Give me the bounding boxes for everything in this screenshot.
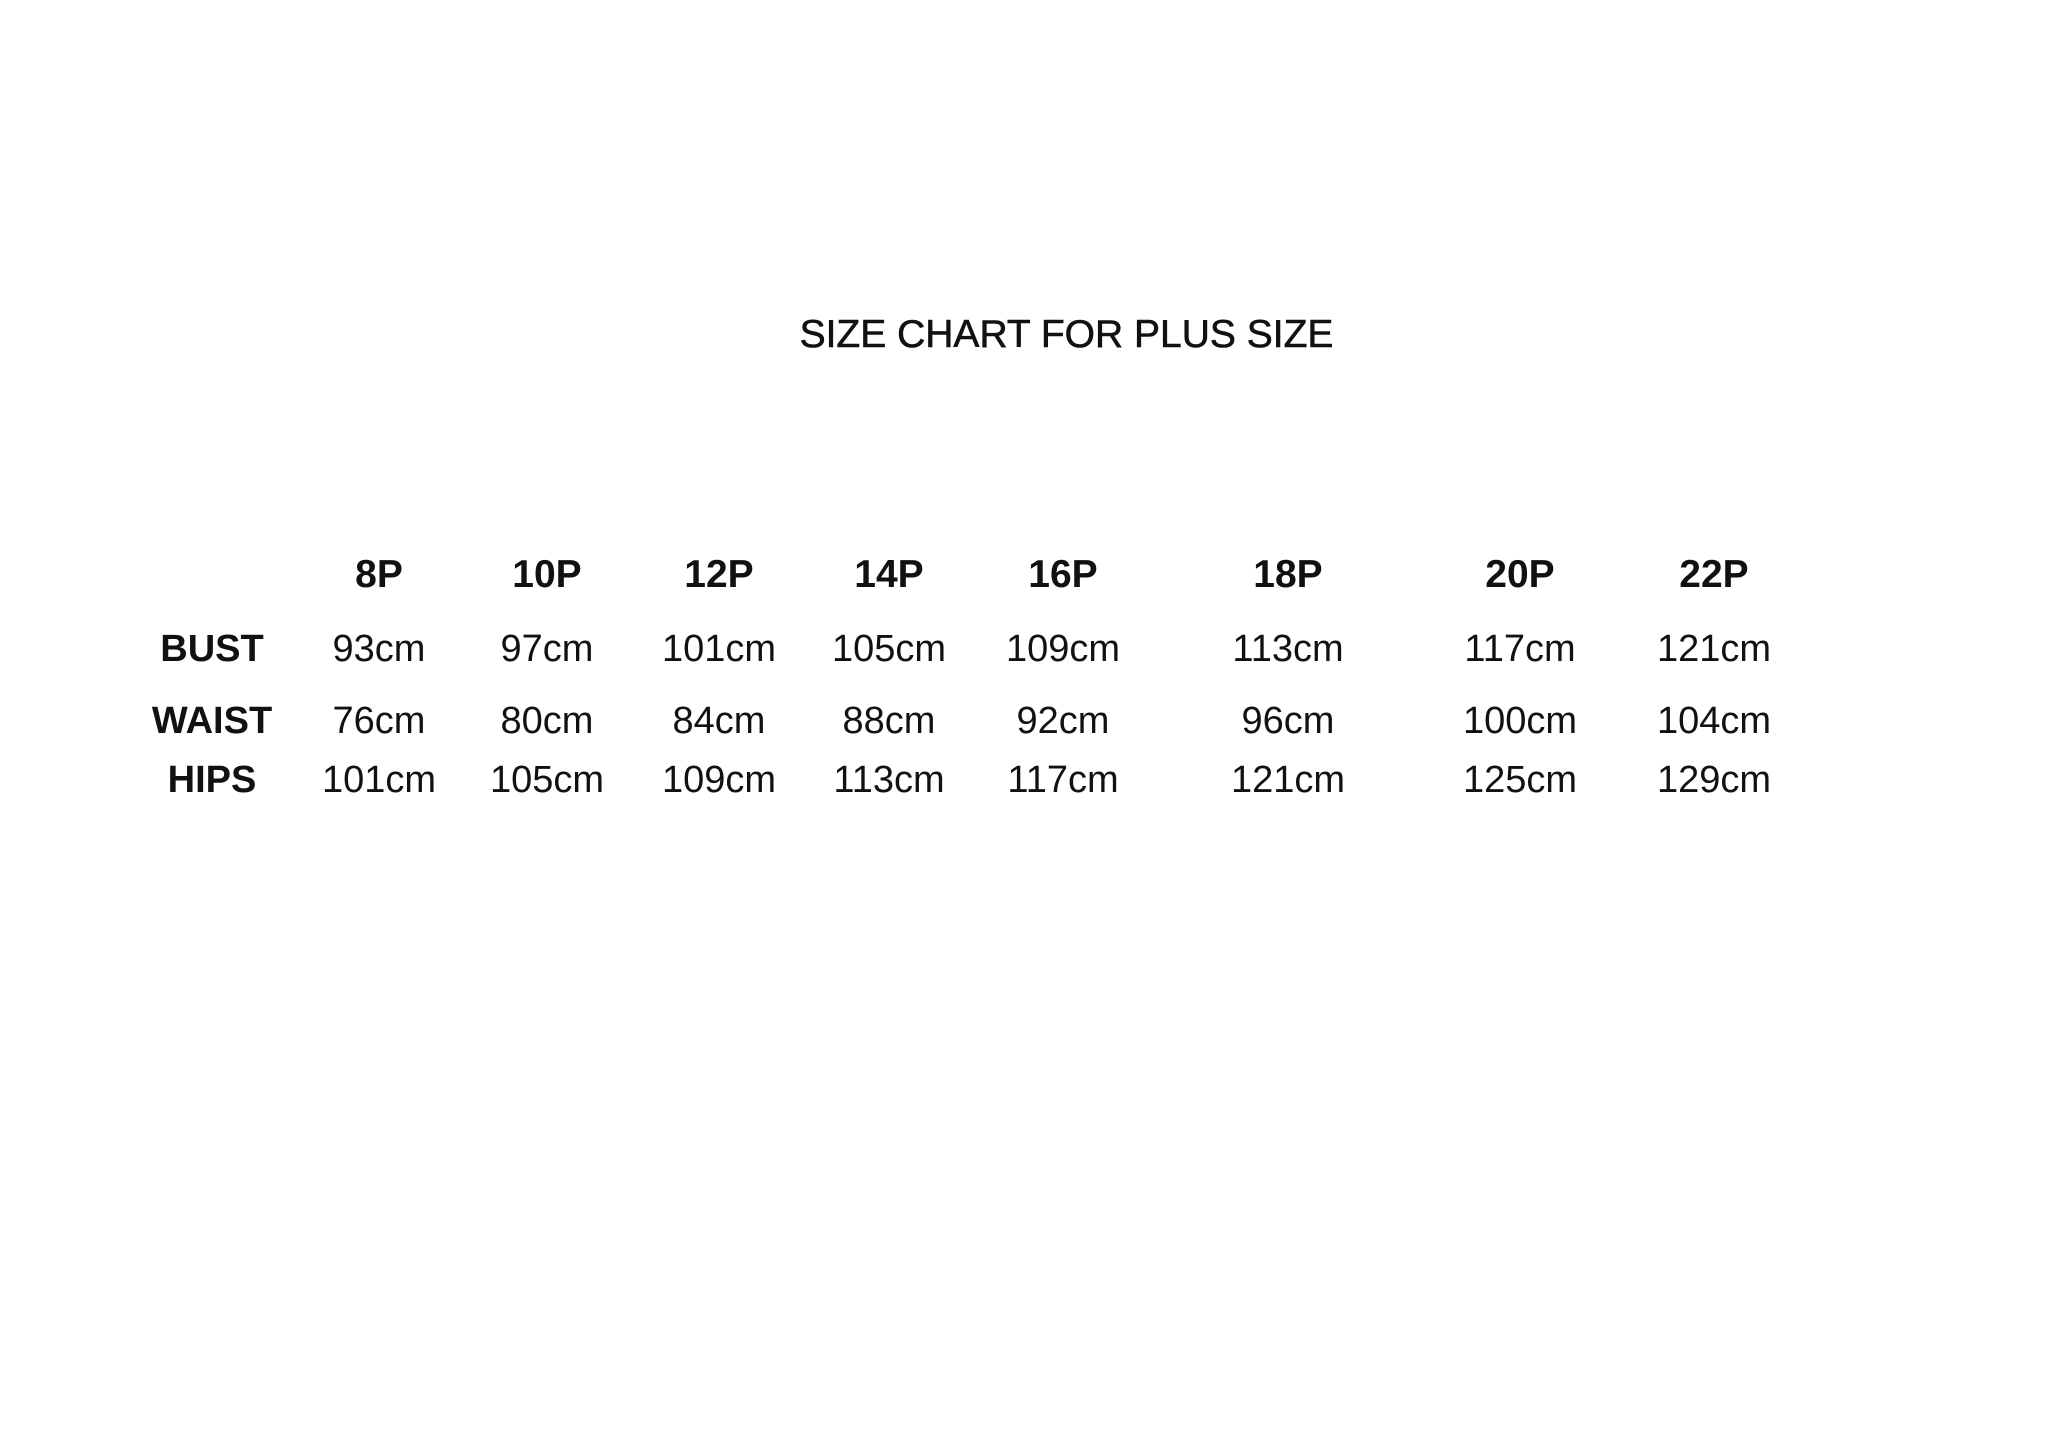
table-cell: 117cm [1007,759,1119,801]
row-label-waist: WAIST [151,700,273,742]
table-cell: 113cm [1232,628,1344,670]
row-label-bust: BUST [160,628,264,670]
table-cell: 121cm [1656,628,1772,670]
table-cell: 121cm [1230,759,1346,801]
table-cell: 117cm [1464,628,1576,670]
table-cell: 92cm [1016,700,1110,742]
table-cell: 100cm [1462,700,1578,742]
table-cell: 88cm [842,700,936,742]
table-cell: 80cm [500,700,594,742]
table-cell: 105cm [831,628,947,670]
table-cell: 104cm [1656,700,1772,742]
size-header: 16P [1028,553,1098,596]
table-cell: 109cm [1005,628,1121,670]
table-cell: 129cm [1656,759,1772,801]
table-cell: 84cm [672,700,766,742]
table-cell: 101cm [661,628,777,670]
table-cell: 97cm [500,628,594,670]
size-header: 20P [1485,553,1555,596]
row-label-hips: HIPS [167,759,257,801]
table-cell: 109cm [661,759,777,801]
size-header: 22P [1679,553,1749,596]
table-cell: 101cm [321,759,437,801]
chart-title: SIZE CHART FOR PLUS SIZE [799,313,1334,356]
table-cell: 105cm [489,759,605,801]
table-cell: 76cm [332,700,426,742]
table-cell: 125cm [1462,759,1578,801]
size-header: 8P [355,553,403,596]
size-header: 18P [1253,553,1323,596]
table-cell: 93cm [332,628,426,670]
size-header: 12P [684,553,754,596]
table-cell: 96cm [1241,700,1335,742]
size-header: 14P [854,553,924,596]
size-header: 10P [512,553,582,596]
table-cell: 113cm [833,759,945,801]
